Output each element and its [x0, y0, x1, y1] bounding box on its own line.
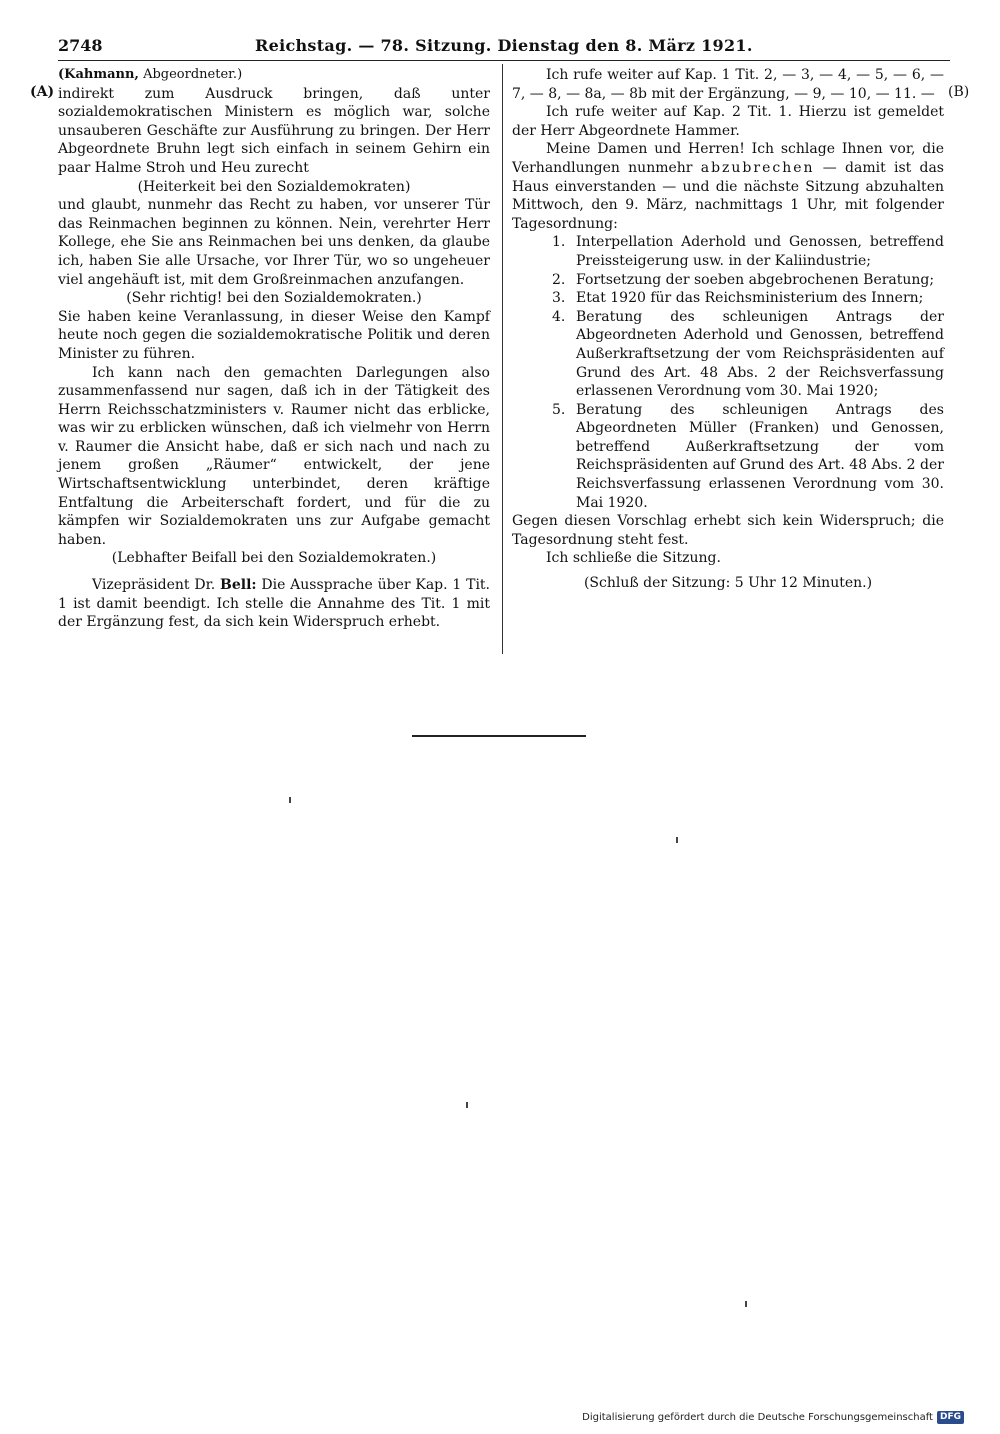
paragraph-3: Sie haben keine Veranlassung, in dieser Weise den Kampf heute noch gegen die sozialdemokratische Politik und deren Minister zu führen. [58, 308, 490, 362]
agenda-item-number: 4. [552, 308, 566, 325]
paragraph-r3-a: Meine Damen und Herren! Ich schlage Ihnen vor, die Verhandlungen nunmehr [512, 141, 944, 176]
vice-president-name: Bell: [220, 577, 257, 594]
running-head: Reichstag. — 78. Sitzung. Dienstag den 8. März 1921. [255, 36, 753, 55]
credit-text: Digitalisierung gefördert durch die Deutsche Forschungsgemeinschaft [582, 1412, 933, 1423]
paragraph-r1: Ich rufe weiter auf Kap. 1 Tit. 2, — 3, — 4, — 5, — 6, — 7, — 8, — 8a, — 8b mit der Ergänzung, — 9, — 10, — 11. — [512, 67, 944, 102]
right-column [512, 66, 944, 593]
paragraph-4: Ich kann nach den gemachten Darlegungen also zusammenfassend nur sagen, daß ich in der Tätigkeit des Herrn Reichsschatzministers v. Raumer nicht das erblicke, was wir zu erblicken wünschen, daß ich vielmehr von Herrn v. Raumer die Ansicht habe, daß er sich nach und nach zu jenem großen „Räumer“ entwickelt, der jene Wirtschaftsentwicklung unterbindet, deren kräftige Entfaltung die Arbeiterschaft fordert, und für die zu kämpfen wir Sozialdemokraten uns zur Aufgabe gemacht haben. [58, 364, 490, 548]
margin-marker-a: (A) [30, 84, 55, 100]
paragraph-5 [58, 576, 490, 632]
agenda-item-number: 2. [552, 271, 566, 288]
agenda-item [552, 308, 944, 401]
end-rule [412, 735, 586, 737]
agenda-item-number: 1. [552, 234, 566, 251]
agenda-item [552, 271, 944, 290]
paragraph-r3-b: — damit ist das Haus einverstanden — und die nächste Sitzung abzuhalten Mittwoch, den 9. März, nachmittags 1 Uhr, mit folgender Tagesordnung: [512, 159, 944, 232]
header-rule [58, 60, 950, 61]
scan-speck [745, 1301, 747, 1307]
scan-speck [466, 1102, 468, 1108]
paragraph-5-text: Die Aussprache über Kap. 1 Tit. 1 ist damit beendigt. Ich stelle die Annahme des Tit. 1 mit der Ergänzung fest, da sich kein Widerspruch erhebt. [58, 577, 491, 631]
scan-speck [676, 837, 678, 843]
dfg-logo: DFG [937, 1411, 964, 1424]
agenda-item-number: 3. [552, 290, 566, 307]
agenda-item-text: Fortsetzung der soeben abgebrochenen Beratung; [576, 271, 935, 288]
agenda-item [552, 289, 944, 308]
scan-speck [289, 797, 291, 803]
paragraph-r3-spaced: abzubrechen [700, 159, 815, 176]
agenda-item-text: Etat 1920 für das Reichsministerium des Innern; [576, 290, 924, 307]
agenda-item-number: 5. [552, 401, 566, 418]
margin-marker-b: (B) [948, 84, 970, 100]
speaker-tag [58, 66, 490, 85]
paragraph-r4: Gegen diesen Vorschlag erhebt sich kein Widerspruch; die Tagesordnung steht fest. [512, 513, 944, 548]
agenda-list [552, 233, 944, 512]
vice-president-title: Vizepräsident Dr. [92, 577, 216, 594]
page-number: 2748 [58, 36, 103, 55]
reaction-1: (Heiterkeit bei den Sozialdemokraten) [137, 178, 411, 195]
column-divider [502, 64, 503, 654]
agenda-item-text: Interpellation Aderhold und Genossen, betreffend Preissteigerung usw. in der Kaliindustrie; [576, 234, 944, 269]
speaker-role: Abgeordneter.) [143, 67, 243, 82]
agenda-item [552, 233, 944, 270]
paragraph-r5: Ich schließe die Sitzung. [546, 550, 721, 567]
digitization-credit [582, 1411, 964, 1424]
paragraph-r2: Ich rufe weiter auf Kap. 2 Tit. 1. Hierzu ist gemeldet der Herr Abgeordnete Hammer. [512, 104, 944, 139]
agenda-item-text: Beratung des schleunigen Antrags der Abgeordneten Aderhold und Genossen, betreffend Außerkraftsetzung der vom Reichspräsidenten auf Grund des Art. 48 Abs. 2 der Reichsverfassung erlassenen Verordnung vom 30. Mai 1920; [576, 308, 944, 400]
paragraph-1: indirekt zum Ausdruck bringen, daß unter sozialdemokratischen Ministern es möglich war, solche unsauberen Geschäfte zur Ausführung zu bringen. Der Herr Abgeordnete Bruhn legt sich einfach in seinem Gehirn ein paar Halme Stroh und Heu zurecht [58, 85, 490, 176]
agenda-item [552, 401, 944, 513]
reaction-3: (Lebhafter Beifall bei den Sozialdemokraten.) [111, 550, 437, 567]
session-closing: (Schluß der Sitzung: 5 Uhr 12 Minuten.) [583, 575, 873, 592]
paragraph-r3 [512, 140, 944, 233]
left-column [58, 66, 490, 632]
reaction-2: (Sehr richtig! bei den Sozialdemokraten.) [126, 290, 422, 307]
agenda-item-text: Beratung des schleunigen Antrags des Abgeordneten Müller (Franken) und Genossen, betreffend Außerkraftsetzung der vom Reichspräsidenten auf Grund des Art. 48 Abs. 2 der Reichsverfassung erlassenen Verordnung vom 30. Mai 1920. [576, 401, 944, 511]
paragraph-2: und glaubt, nunmehr das Recht zu haben, vor unserer Tür das Reinmachen beginnen zu können. Nein, verehrter Herr Kollege, ehe Sie ans Reinmachen bei uns denken, da glaube ich, haben Sie alle Ursache, vor Ihrer Tür, wo so ungeheuer viel angehäuft ist, mit dem Großreinmachen anzufangen. [58, 197, 490, 288]
speaker-name: (Kahmann, [58, 67, 139, 82]
